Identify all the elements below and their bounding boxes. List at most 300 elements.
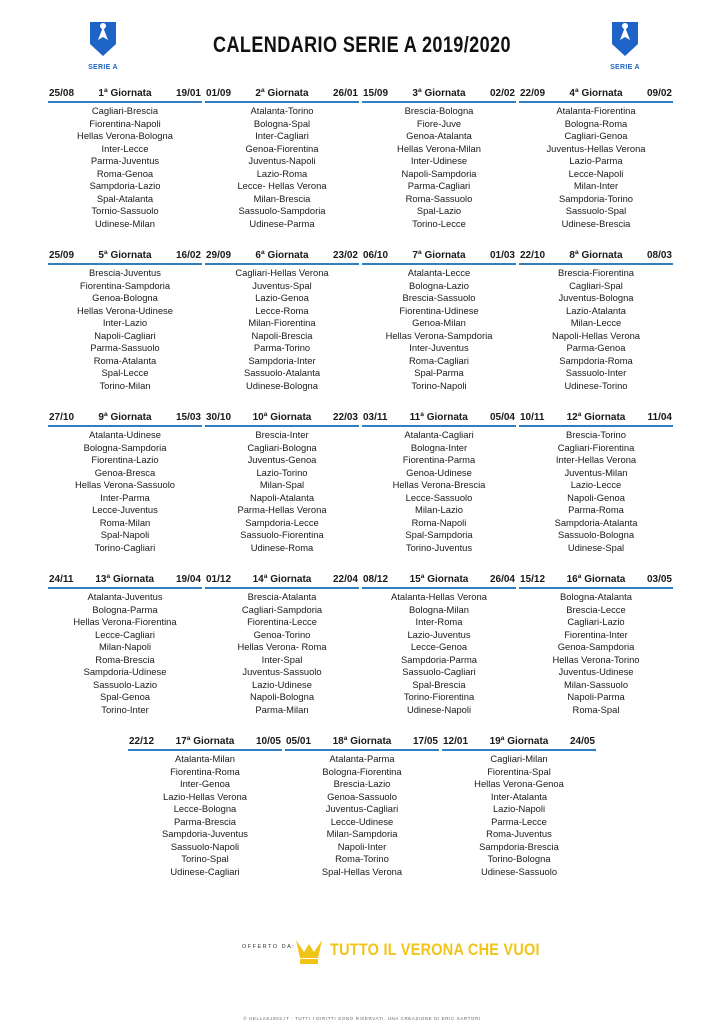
match-item: Sampdoria-Atalanta: [554, 516, 638, 528]
match-item: Lecce- Hellas Verona: [237, 180, 327, 191]
round-date-return-leg: 05/04: [489, 412, 515, 423]
round-date-return-leg: 19/01: [175, 88, 201, 99]
round-date-return-leg: 02/02: [489, 88, 515, 99]
match-item: Atalanta-Juventus: [87, 591, 163, 602]
round-row: [48, 574, 676, 716]
match-item: Lazio-Hellas Verona: [163, 790, 247, 802]
round-date-return-leg: 10/05: [255, 736, 281, 747]
round-date-first-leg: 24/11: [49, 574, 74, 585]
match-item: Atalanta-Milan: [175, 753, 235, 764]
match-item: Sampdoria-Lecce: [245, 516, 319, 528]
round-date-return-leg: 01/03: [489, 250, 515, 261]
match-item: Torino-Spal: [181, 853, 229, 864]
round-number: 16ª Giornata: [566, 574, 626, 585]
round-date-first-leg: 06/10: [363, 250, 389, 261]
round-date-return-leg: 15/03: [175, 412, 201, 423]
round-block: [362, 250, 516, 392]
match-item: Sassuolo-Bologna: [557, 529, 635, 540]
round-block: [362, 412, 516, 554]
match-item: Genoa-Atalanta: [406, 130, 472, 141]
round-number: 7ª Giornata: [412, 250, 466, 261]
match-list: [48, 105, 202, 230]
match-item: Milan-Lecce: [570, 317, 622, 328]
round-row: [48, 250, 676, 392]
match-item: Sampdoria-Inter: [248, 354, 316, 366]
match-item: Milan-Fiorentina: [248, 317, 316, 328]
round-header: [128, 736, 282, 751]
round-block: [442, 736, 596, 878]
match-item: Torino-Cagliari: [94, 541, 156, 553]
match-item: Udinese-Sassuolo: [480, 865, 558, 877]
match-item: Udinese-Torino: [564, 379, 628, 391]
round-number: 18ª Giornata: [332, 736, 392, 747]
match-item: Inter-Spal: [261, 653, 303, 665]
round-date-return-leg: 17/05: [412, 736, 438, 747]
match-item: Brescia-Lecce: [566, 603, 626, 615]
match-list: [362, 591, 516, 716]
match-item: Lazio-Torino: [256, 466, 308, 478]
match-item: Sampdoria-Parma: [400, 653, 478, 665]
round-number: 10ª Giornata: [252, 412, 312, 423]
match-item: Bologna-Sampdoria: [83, 441, 167, 453]
match-item: Roma-Cagliari: [409, 354, 469, 366]
match-item: Roma-Milan: [99, 516, 151, 528]
match-item: Juventus-Genoa: [247, 454, 317, 465]
round-number: 3ª Giornata: [412, 88, 466, 99]
match-item: Roma-Spal: [572, 703, 620, 715]
match-item: Inter-Roma: [415, 616, 463, 627]
round-number: 4ª Giornata: [569, 88, 623, 99]
round-date-first-leg: 22/09: [520, 88, 546, 99]
match-item: Spal-Lecce: [101, 367, 149, 378]
match-item: Brescia-Juventus: [89, 267, 161, 278]
match-item: Brescia-Atalanta: [247, 591, 317, 602]
round-date-first-leg: 01/09: [206, 88, 232, 99]
match-item: Napoli-Inter: [337, 840, 387, 852]
match-item: Brescia-Fiorentina: [557, 267, 635, 278]
round-date-return-leg: 08/03: [646, 250, 672, 261]
round-date-first-leg: 03/11: [363, 412, 388, 423]
match-item: Spal-Parma: [414, 367, 464, 378]
round-header: [519, 250, 673, 265]
match-item: Roma-Brescia: [95, 653, 155, 665]
match-item: Lecce-Genoa: [410, 641, 468, 652]
match-item: Milan-Sassuolo: [563, 678, 629, 690]
round-header: [519, 574, 673, 589]
match-item: Sassuolo-Spal: [565, 205, 627, 216]
match-item: Cagliari-Milan: [490, 753, 548, 764]
match-item: Juventus-Milan: [564, 466, 628, 478]
match-item: Napoli-Brescia: [251, 329, 313, 341]
match-item: Bologna-Atalanta: [560, 591, 632, 602]
match-item: Fiorentina-Parma: [402, 454, 476, 465]
round-block: [205, 88, 359, 230]
match-item: Napoli-Bologna: [249, 691, 315, 702]
match-item: Lecce-Juventus: [92, 504, 158, 515]
round-header: [362, 250, 516, 265]
match-item: Fiorentina-Roma: [170, 765, 240, 777]
round-date-return-leg: 26/01: [332, 88, 358, 99]
match-list: [285, 753, 439, 878]
match-item: Udinese-Brescia: [561, 217, 631, 229]
round-block: [519, 250, 673, 392]
match-item: Fiorentina-Napoli: [89, 117, 161, 129]
match-list: [519, 591, 673, 716]
match-item: Juventus-Sassuolo: [242, 666, 322, 677]
match-item: Lecce-Napoli: [568, 167, 624, 179]
round-number: 1ª Giornata: [98, 88, 152, 99]
round-date-return-leg: 11/04: [647, 412, 672, 423]
round-block: [128, 736, 282, 878]
match-list: [362, 105, 516, 230]
match-item: Lazio-Genoa: [255, 292, 309, 303]
round-date-first-leg: 25/08: [49, 88, 75, 99]
match-item: Lazio-Lecce: [570, 479, 622, 490]
match-item: Sampdoria-Roma: [559, 354, 633, 366]
match-item: Parma-Cagliari: [407, 180, 471, 191]
round-header: [205, 574, 359, 589]
round-date-first-leg: 08/12: [363, 574, 389, 585]
match-item: Cagliari-Bologna: [247, 441, 317, 453]
match-item: Inter-Lazio: [102, 317, 148, 328]
match-item: Atalanta-Fiorentina: [556, 105, 636, 116]
match-item: Fiorentina-Lecce: [247, 616, 317, 627]
match-item: Spal-Hellas Verona: [321, 865, 403, 877]
match-item: Sassuolo-Cagliari: [402, 666, 476, 677]
match-item: Genoa-Bresca: [94, 466, 156, 478]
round-date-first-leg: 30/10: [206, 412, 232, 423]
match-item: Udinese-Bologna: [246, 379, 318, 391]
match-item: Brescia-Inter: [255, 429, 309, 440]
round-block: [48, 412, 202, 554]
match-item: Genoa-Fiorentina: [245, 142, 319, 154]
round-date-return-leg: 26/04: [489, 574, 515, 585]
round-block: [285, 736, 439, 878]
round-block: [205, 250, 359, 392]
match-item: Tornio-Sassuolo: [91, 205, 159, 216]
match-item: Milan-Sampdoria: [326, 828, 398, 839]
match-item: Sassuolo-Atalanta: [243, 367, 321, 378]
round-date-return-leg: 24/05: [569, 736, 595, 747]
match-item: Genoa-Bologna: [92, 292, 158, 303]
match-item: Genoa-Sassuolo: [327, 790, 397, 802]
round-date-first-leg: 15/09: [363, 88, 389, 99]
match-item: Lecce-Bologna: [173, 803, 237, 814]
round-block: [519, 574, 673, 716]
match-item: Inter-Udinese: [410, 155, 468, 166]
round-block: [362, 88, 516, 230]
round-number: 6ª Giornata: [255, 250, 309, 261]
match-item: Brescia-Sassuolo: [402, 292, 476, 303]
match-list: [128, 753, 282, 878]
match-list: [519, 429, 673, 554]
match-item: Inter-Hellas Verona: [555, 454, 637, 465]
match-item: Udinese-Spal: [567, 541, 625, 553]
match-item: Brescia-Lazio: [333, 778, 391, 789]
round-number: 11ª Giornata: [409, 412, 468, 423]
match-item: Napoli-Hellas Verona: [551, 329, 641, 341]
match-item: Cagliari-Fiorentina: [557, 441, 635, 453]
match-item: Roma-Juventus: [486, 828, 552, 839]
match-item: Inter-Genoa: [179, 778, 231, 789]
match-item: Juventus-Udinese: [558, 666, 634, 677]
match-item: Lecce-Udinese: [330, 815, 394, 827]
match-item: Torino-Napoli: [411, 379, 467, 391]
match-item: Torino-Fiorentina: [403, 691, 475, 702]
round-header: [519, 88, 673, 103]
match-list: [519, 267, 673, 392]
match-item: Inter-Juventus: [409, 342, 469, 353]
match-item: Inter-Cagliari: [255, 130, 309, 141]
match-item: Inter-Parma: [100, 491, 150, 503]
match-item: Cagliari-Sampdoria: [241, 603, 323, 615]
match-item: Napoli-Sampdoria: [401, 167, 477, 179]
match-list: [205, 429, 359, 554]
match-item: Roma-Atalanta: [93, 354, 157, 366]
match-item: Inter-Lecce: [101, 142, 149, 154]
match-list: [205, 591, 359, 716]
match-item: Lazio-Roma: [256, 167, 308, 179]
match-item: Atalanta-Torino: [250, 105, 314, 116]
match-item: Hellas Verona- Roma: [237, 641, 327, 652]
match-item: Sassuolo-Lazio: [92, 678, 158, 690]
round-date-return-leg: 16/02: [175, 250, 201, 261]
round-header: [362, 88, 516, 103]
round-date-first-leg: 12/01: [443, 736, 469, 747]
match-item: Sampdoria-Lazio: [89, 180, 161, 191]
match-item: Genoa-Torino: [253, 628, 311, 640]
round-header: [205, 250, 359, 265]
round-date-return-leg: 23/02: [332, 250, 358, 261]
round-header: [442, 736, 596, 751]
match-list: [48, 591, 202, 716]
round-number: 17ª Giornata: [175, 736, 235, 747]
match-item: Roma-Sassuolo: [405, 192, 473, 204]
match-item: Udinese-Napoli: [406, 703, 472, 715]
match-item: Inter-Atalanta: [490, 790, 548, 802]
match-item: Lazio-Udinese: [252, 678, 312, 690]
match-item: Sassuolo-Inter: [565, 367, 627, 378]
match-item: Udinese-Milan: [95, 217, 155, 229]
match-item: Cagliari-Genoa: [564, 130, 628, 141]
match-item: Napoli-Genoa: [567, 491, 625, 503]
match-item: Parma-Sassuolo: [90, 342, 160, 353]
match-item: Bologna-Inter: [410, 441, 468, 453]
match-item: Udinese-Cagliari: [170, 865, 240, 877]
match-item: Spal-Lazio: [416, 205, 462, 216]
match-item: Bologna-Fiorentina: [322, 765, 402, 777]
match-item: Parma-Roma: [568, 504, 624, 515]
round-number: 12ª Giornata: [566, 412, 626, 423]
match-item: Hellas Verona-Sampdoria: [385, 329, 493, 341]
match-item: Cagliari-Brescia: [91, 105, 159, 116]
match-item: Hellas Verona-Genoa: [474, 778, 564, 789]
match-list: [362, 267, 516, 392]
match-item: Atalanta-Cagliari: [404, 429, 474, 440]
match-item: Spal-Napoli: [100, 529, 150, 540]
match-item: Torino-Lecce: [412, 217, 466, 229]
match-item: Lecce-Sassuolo: [405, 491, 473, 503]
round-block: [48, 88, 202, 230]
round-block: [519, 88, 673, 230]
match-item: Torino-Inter: [101, 703, 149, 715]
logo-label: SERIE A: [88, 64, 118, 71]
match-item: Fiorentina-Udinese: [399, 304, 479, 316]
match-item: Parma-Juventus: [90, 155, 160, 166]
match-item: Bologna-Spal: [253, 117, 311, 129]
match-item: Napoli-Cagliari: [94, 329, 156, 341]
round-date-return-leg: 03/05: [646, 574, 672, 585]
match-item: Udinese-Roma: [250, 541, 314, 553]
match-item: Fiorentina-Sampdoria: [79, 279, 171, 291]
match-item: Atalanta-Lecce: [407, 267, 471, 278]
match-item: Juventus-Cagliari: [325, 803, 399, 814]
match-item: Udinese-Parma: [249, 217, 315, 229]
match-item: Parma-Milan: [255, 703, 309, 715]
match-item: Cagliari-Hellas Verona: [235, 267, 329, 278]
match-item: Parma-Brescia: [174, 815, 236, 827]
match-item: Lazio-Napoli: [492, 803, 546, 814]
match-item: Hellas Verona-Milan: [397, 142, 481, 154]
match-item: Juventus-Napoli: [248, 155, 316, 166]
match-item: Napoli-Parma: [567, 691, 625, 702]
match-list: [48, 267, 202, 392]
match-item: Parma-Torino: [253, 342, 311, 353]
round-block: [48, 250, 202, 392]
match-item: Bologna-Milan: [409, 603, 469, 615]
round-number: 5ª Giornata: [98, 250, 152, 261]
match-item: Atalanta-Hellas Verona: [391, 591, 487, 602]
round-row: [48, 412, 676, 554]
match-item: Lazio-Juventus: [407, 628, 471, 640]
round-date-first-leg: 25/09: [49, 250, 75, 261]
match-list: [519, 105, 673, 230]
match-item: Cagliari-Spal: [569, 279, 623, 291]
match-list: [205, 267, 359, 392]
match-item: Hellas Verona-Torino: [552, 653, 640, 665]
match-item: Milan-Lazio: [415, 504, 463, 515]
page-title: CALENDARIO SERIE A 2019/2020: [213, 32, 511, 57]
logo-label: SERIE A: [610, 64, 640, 71]
match-item: Hellas Verona-Brescia: [392, 479, 486, 490]
match-item: Napoli-Atalanta: [249, 491, 315, 503]
match-item: Sampdoria-Torino: [559, 192, 633, 204]
mascot-logo-icon: [290, 934, 328, 966]
round-date-first-leg: 22/10: [520, 250, 546, 261]
round-date-first-leg: 29/09: [206, 250, 232, 261]
footer-credits: © HELLAS1903.IT · TUTTI I DIRITTI SONO RISERVATI. UNA CREAZIONE DI ERIC SARTORI: [243, 1016, 481, 1021]
match-item: Roma-Napoli: [411, 516, 467, 528]
match-item: Roma-Genoa: [96, 167, 154, 179]
match-item: Fiore-Juve: [416, 117, 462, 129]
round-date-return-leg: 22/04: [332, 574, 358, 585]
match-item: Spal-Sampdoria: [405, 529, 473, 540]
round-number: 19ª Giornata: [489, 736, 549, 747]
match-item: Sassuolo-Napoli: [170, 840, 240, 852]
match-item: Juventus-Bologna: [558, 292, 634, 303]
round-number: 9ª Giornata: [98, 412, 152, 423]
round-header: [48, 574, 202, 589]
round-header: [48, 250, 202, 265]
round-number: 2ª Giornata: [255, 88, 309, 99]
match-item: Sampdoria-Brescia: [479, 840, 559, 852]
round-date-first-leg: 05/01: [286, 736, 312, 747]
round-block: [48, 574, 202, 716]
round-date-first-leg: 22/12: [129, 736, 155, 747]
match-item: Brescia-Bologna: [404, 105, 474, 116]
round-number: 13ª Giornata: [95, 574, 155, 585]
round-number: 8ª Giornata: [569, 250, 623, 261]
round-header: [285, 736, 439, 751]
round-date-first-leg: 15/12: [520, 574, 546, 585]
match-item: Fiorentina-Lazio: [91, 454, 159, 465]
match-item: Hellas Verona-Sassuolo: [74, 479, 176, 490]
round-date-return-leg: 22/03: [332, 412, 358, 423]
round-date-first-leg: 01/12: [206, 574, 232, 585]
match-item: Sampdoria-Udinese: [83, 666, 167, 677]
match-list: [48, 429, 202, 554]
match-item: Fiorentina-Inter: [564, 628, 628, 640]
match-item: Hellas Verona-Bologna: [77, 130, 173, 141]
round-header: [362, 412, 516, 427]
round-number: 15ª Giornata: [409, 574, 469, 585]
round-number: 14ª Giornata: [252, 574, 312, 585]
match-item: Sassuolo-Sampdoria: [238, 205, 326, 216]
sponsor-tagline: TUTTO IL VERONA CHE VUOI: [330, 940, 540, 959]
round-block: [205, 412, 359, 554]
match-item: Parma-Hellas Verona: [237, 504, 327, 515]
match-item: Milan-Napoli: [98, 641, 152, 652]
match-item: Parma-Genoa: [566, 342, 626, 353]
match-item: Atalanta-Udinese: [89, 429, 161, 440]
match-item: Brescia-Torino: [566, 429, 626, 440]
round-header: [48, 88, 202, 103]
match-item: Torino-Milan: [99, 379, 151, 391]
match-item: Spal-Atalanta: [96, 192, 154, 204]
round-header: [48, 412, 202, 427]
round-date-return-leg: 19/04: [175, 574, 201, 585]
match-item: Torino-Bologna: [487, 853, 551, 864]
match-item: Bologna-Roma: [564, 117, 628, 129]
match-item: Hellas Verona-Fiorentina: [73, 616, 177, 627]
match-item: Genoa-Milan: [412, 317, 466, 328]
match-item: Genoa-Sampdoria: [557, 641, 635, 652]
match-item: Juventus-Spal: [252, 279, 312, 291]
match-item: Parma-Lecce: [491, 815, 547, 827]
round-block: [362, 574, 516, 716]
match-item: Lazio-Parma: [569, 155, 623, 166]
round-date-first-leg: 10/11: [520, 412, 545, 423]
match-item: Roma-Torino: [335, 853, 389, 864]
match-item: Milan-Inter: [573, 180, 619, 191]
match-item: Cagliari-Lazio: [567, 616, 625, 627]
match-item: Lecce-Roma: [255, 304, 309, 316]
match-item: Genoa-Udinese: [406, 466, 472, 478]
match-list: [442, 753, 596, 878]
round-row: [48, 88, 676, 230]
round-date-return-leg: 09/02: [646, 88, 672, 99]
match-item: Bologna-Lazio: [409, 279, 469, 291]
round-header: [205, 88, 359, 103]
match-item: Sampdoria-Juventus: [162, 828, 248, 839]
match-item: Sassuolo-Fiorentina: [240, 529, 324, 540]
match-item: Milan-Spal: [259, 479, 305, 490]
match-list: [205, 105, 359, 230]
match-item: Milan-Brescia: [253, 192, 311, 204]
match-item: Lazio-Atalanta: [566, 304, 626, 316]
round-header: [205, 412, 359, 427]
match-item: Torino-Juventus: [405, 541, 473, 553]
